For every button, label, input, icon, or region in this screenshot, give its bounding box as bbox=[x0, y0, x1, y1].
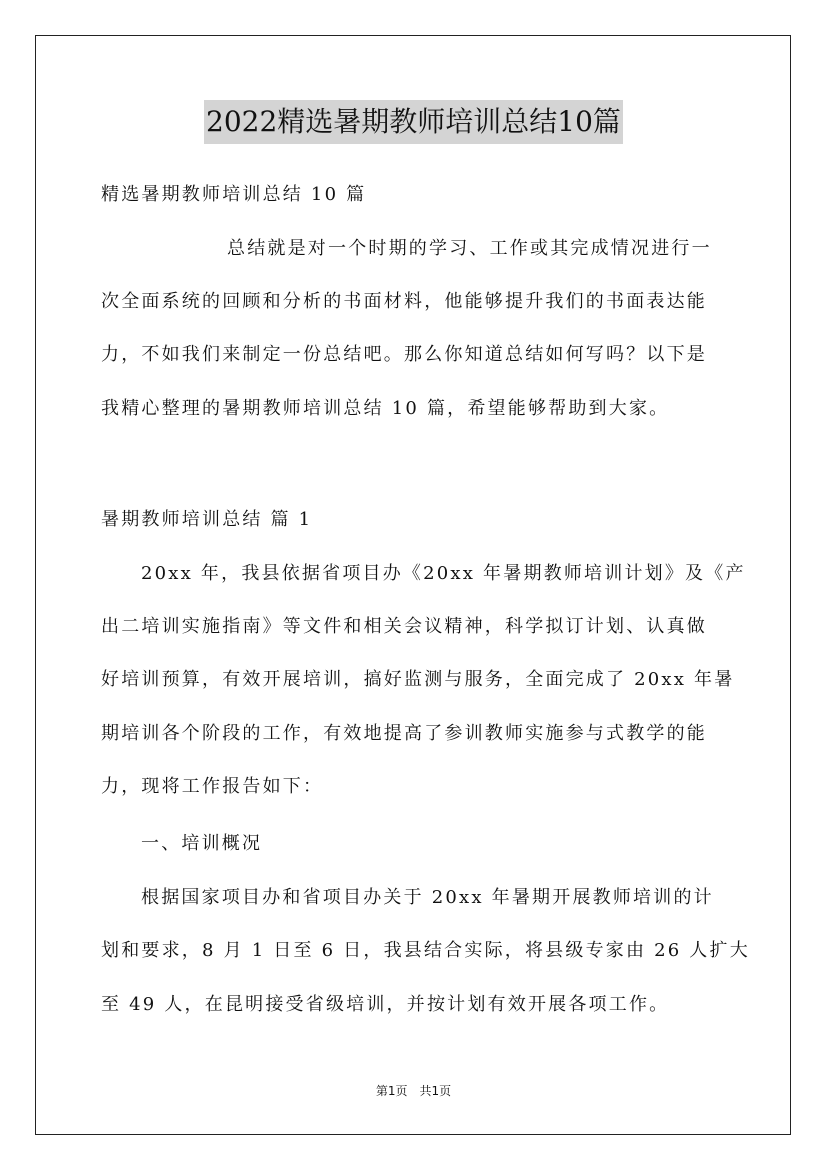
paragraph-line: 至 49 人，在昆明接受省级培训，并按计划有效开展各项工作。 bbox=[101, 994, 670, 1015]
paragraph-line: 根据国家项目办和省项目办关于 20xx 年暑期开展教师培训的计 bbox=[141, 887, 714, 908]
paragraph-line: 20xx 年，我县依据省项目办《20xx 年暑期教师培训计划》及《产 bbox=[141, 563, 746, 584]
paragraph-line: 划和要求，8 月 1 日至 6 日，我县结合实际，将县级专家由 26 人扩大 bbox=[101, 940, 750, 961]
document-title: 2022精选暑期教师培训总结10篇 bbox=[204, 100, 623, 144]
section-heading: 暑期教师培训总结 篇 1 bbox=[101, 509, 313, 530]
subheading: 一、培训概况 bbox=[141, 833, 263, 854]
paragraph-line: 期培训各个阶段的工作，有效地提高了参训教师实施参与式教学的能 bbox=[101, 723, 707, 744]
intro-line: 总结就是对一个时期的学习、工作或其完成情况进行一 bbox=[227, 238, 712, 259]
intro-line: 力，不如我们来制定一份总结吧。那么你知道总结如何写吗？以下是 bbox=[101, 344, 707, 365]
paragraph-line: 力，现将工作报告如下： bbox=[101, 776, 324, 797]
paragraph-line: 好培训预算，有效开展培训，搞好监测与服务，全面完成了 20xx 年暑 bbox=[101, 669, 735, 690]
document-subtitle: 精选暑期教师培训总结 10 篇 bbox=[101, 184, 367, 205]
intro-line: 次全面系统的回顾和分析的书面材料，他能够提升我们的书面表达能 bbox=[101, 291, 707, 312]
paragraph-line: 出二培训实施指南》等文件和相关会议精神，科学拟订计划、认真做 bbox=[101, 616, 707, 637]
intro-line: 我精心整理的暑期教师培训总结 10 篇，希望能够帮助到大家。 bbox=[101, 398, 670, 419]
page-footer: 第1页 共1页 bbox=[375, 1084, 452, 1098]
title-container bbox=[0, 100, 827, 144]
